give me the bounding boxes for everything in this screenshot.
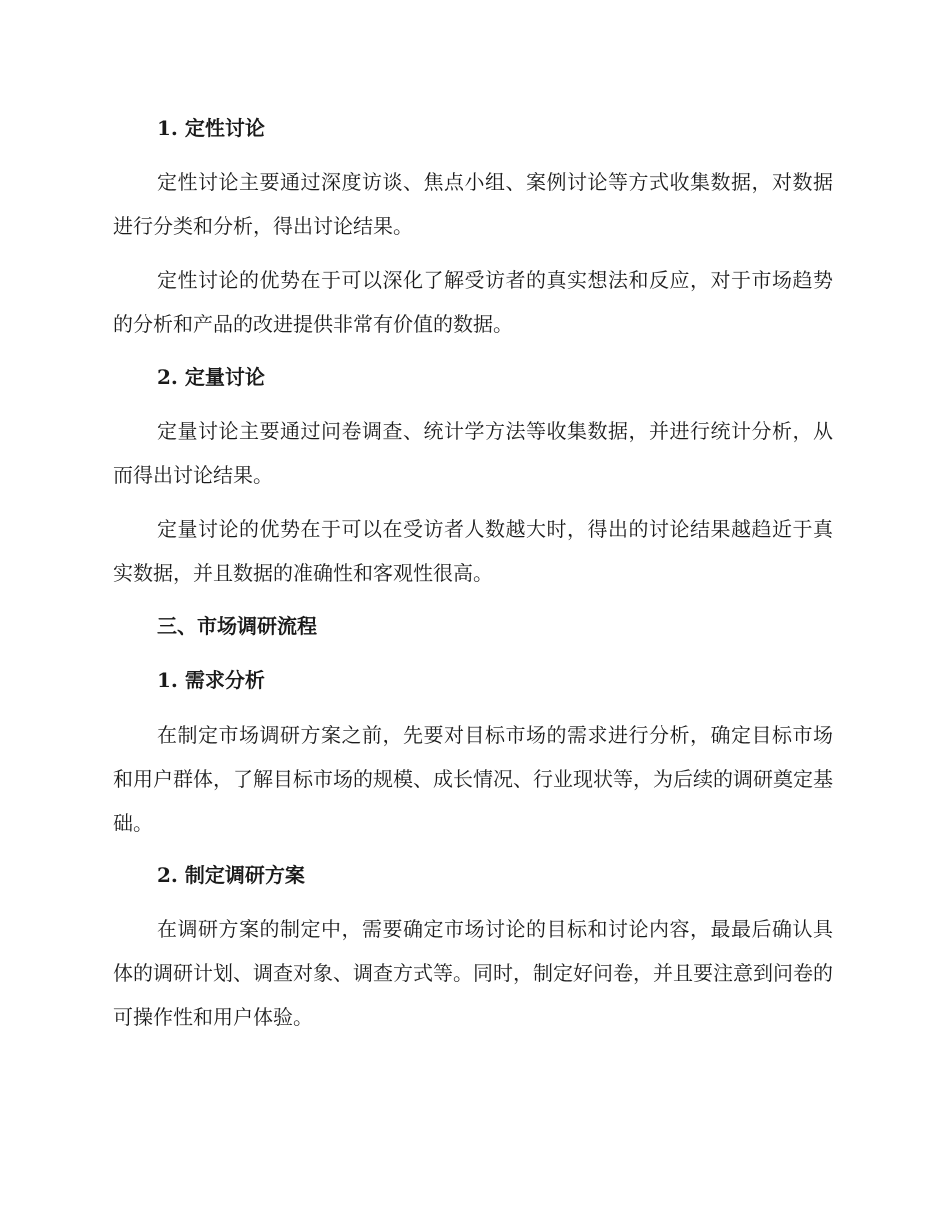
heading-needs-analysis: 1. 需求分析 (157, 668, 265, 692)
heading-quantitative: 2. 定量讨论 (157, 365, 265, 389)
heading-research-process: 三、市场调研流程 (157, 614, 317, 638)
paragraph-qualitative-advantage: 定性讨论的优势在于可以深化了解受访者的真实想法和反应，对于市场趋势的分析和产品的改进提供非常有价值的数据。 (113, 268, 833, 336)
paragraph-quantitative-method: 定量讨论主要通过问卷调查、统计学方法等收集数据，并进行统计分析，从而得出讨论结果。 (113, 419, 833, 487)
paragraph-quantitative-advantage: 定量讨论的优势在于可以在受访者人数越大时，得出的讨论结果越趋近于真实数据，并且数据的准确性和客观性很高。 (113, 517, 833, 585)
heading-qualitative: 1. 定性讨论 (157, 116, 265, 140)
paragraph-research-plan: 在调研方案的制定中，需要确定市场讨论的目标和讨论内容，最最后确认具体的调研计划、调查对象、调查方式等。同时，制定好问卷，并且要注意到问卷的可操作性和用户体验。 (113, 917, 833, 1029)
paragraph-qualitative-method: 定性讨论主要通过深度访谈、焦点小组、案例讨论等方式收集数据，对数据进行分类和分析，得出讨论结果。 (113, 170, 833, 238)
paragraph-needs-analysis: 在制定市场调研方案之前，先要对目标市场的需求进行分析，确定目标市场和用户群体，了解目标市场的规模、成长情况、行业现状等，为后续的调研奠定基础。 (113, 723, 833, 835)
heading-research-plan: 2. 制定调研方案 (157, 863, 305, 887)
